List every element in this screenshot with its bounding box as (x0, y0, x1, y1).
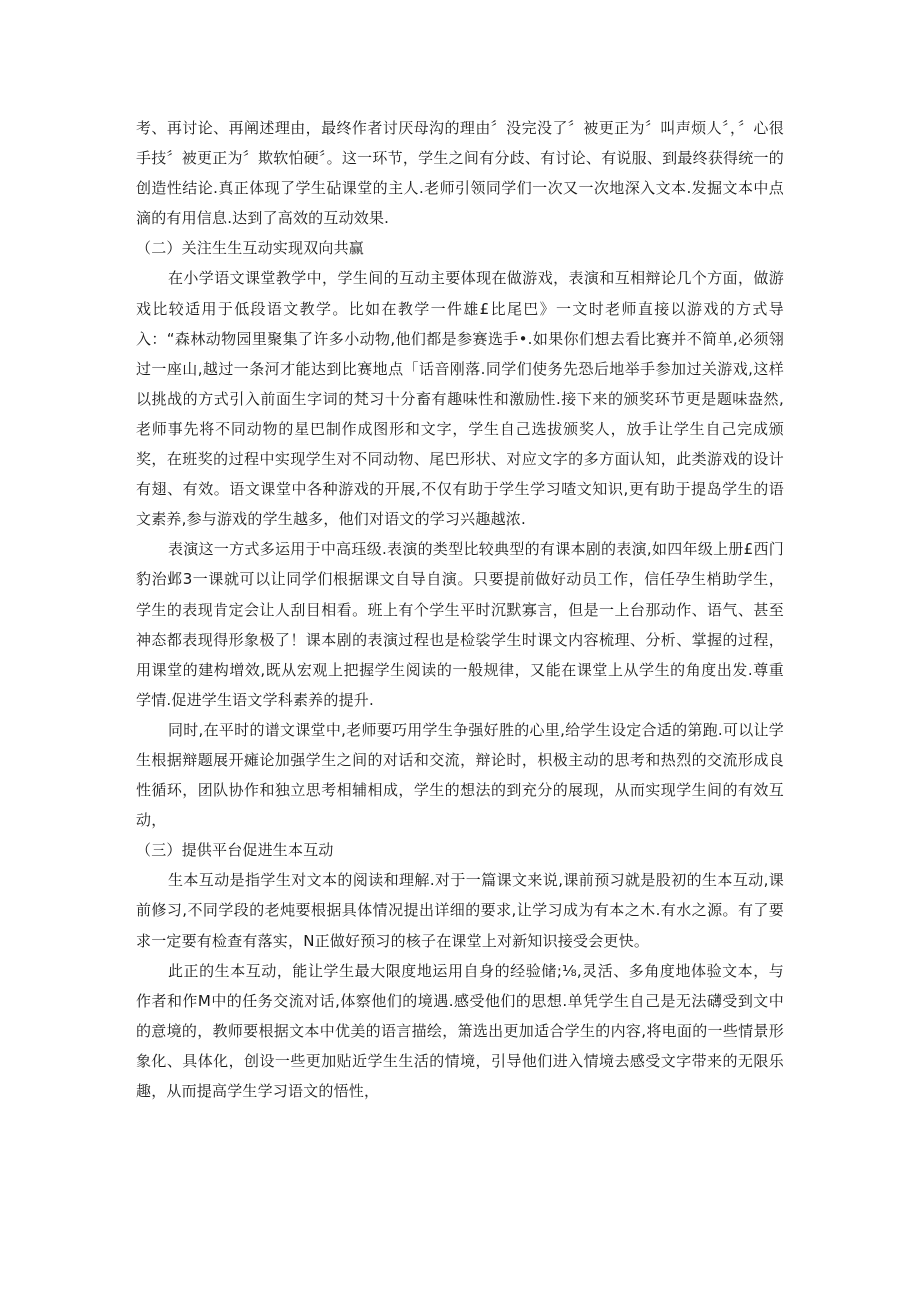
document-body (136, 113, 784, 1106)
paragraph-debate: 同时,在平时的谱文课堂中,老师要巧用学生争强好胜的心里,给学生设定合适的第跑.可以让学生根据辩题展开瘫论加强学生之间的对话和交流，辩论时，枳极主动的思考和热烈的交流形成良性循环，团队协作和独立思考相辅相成，学生的想法的到充分的展现，从而实现学生间的有效互动， (136, 720, 784, 830)
section-heading-three: （三）提供平台促进生本互动 (136, 841, 334, 860)
paragraph-continuation: 考、再讨论、再阐述理由，最终作者讨厌母沟的理由〞没完没了〞被更正为〞叫声烦人〞，〞心很手技〞被更正为〞欺软怕硬〞。这一环节，学生之间有分歧、有讨论、有说服、到最终获得统一的创造性结论.真正体现了学生砧课堂的主人.老师引领同学们一次又一次地深入文本.发掘文本中点滴的有用信息.达到了高效的互动效果. (136, 119, 784, 228)
section-heading-two: （二）关注生生互动实现双向共赢 (136, 239, 365, 258)
paragraph-preview: 生本互动是指学生对文本的阅读和理解.对于一篇课文来说,课前预习就是股初的生本互动,课前修习,不同学段的老炖要根据具体情况提出详细的要求,让学习成为有本之木.有水之源。有了要求一定要有检查有落实，N正做好预习的核子在课堂上对新知识接受会更快。 (136, 871, 784, 950)
paragraph-performance: 表演这一方式多运用于中高珏级.表演的类型比较典型的有课本剧的表演,如四年级上册£西门豹治邺3一课就可以让同学们根据课文自导自演。只要提前做好动员工作，信任孕生梢助学生，学生的表现肯定会让人刮目相看。班上有个学生平时沉默寡言，但是一上台那动作、语气、甚至神态都表现得形象极了！课本剧的表演过程也是检裟学生时课文内容梳理、分析、掌握的过程，用课堂的建构增效,既从宏观上把握学生阅读的一般规律，又能在课堂上从学生的角度出发.尊重学情.促进学生语文学科素养的提升. (136, 540, 784, 709)
paragraph-text-interaction: 此正的生本互动，能让学生最大限度地运用自身的经验储;⅛,灵活、多角度地体验文本，与作者和作M中的任务交流对话,体察他们的境遇.感受他们的思想.单凭学生自己是无法礴受到文中的意境的，教师要根据文本中优美的语言描绘，箫选出更加适合学生的内容,将电面的一些情景形象化、具体化，创设一些更加贴近学生生活的情境，引导他们进入情境去感受文字带来的无限乐趣，从而提高学生学习语文的悟性， (136, 961, 784, 1100)
paragraph-games: 在小学语文课堂教学中，学生间的互动主要体现在做游戏，表演和互相辩论几个方面，做游戏比较适用于低段语文教学。比如在教学一件雄£比尾巴》一文时老师直接以游戏的方式导入：“森林动物园里聚集了许多小动物,他们都是参赛选手•.如果你们想去看比赛并不简单,必须翎过一座山,越过一条河才能达到比赛地点「话音刚落.同学们使务先恐后地举手参加过关游戏,这样以挑战的方式引入前面生字词的梵习十分畜有趣味性和激励性.接下来的颁奖环节更是题味盎然,老师事先将不同动物的星巴制作成图形和文字，学生自己选拔颁奖人，放手让学生自己完成颁奖，在班奖的过程中实现学生对不同动物、尾巴形状、对应文字的多方面认知，此类游戏的设计有翅、有效。语文课堂中各种游戏的开展,不仅有助于学生学习喳文知识,更有助于提岛学生的语文素养,参与游戏的学生越多，他们对语文的学习兴趣越浓. (136, 269, 784, 529)
